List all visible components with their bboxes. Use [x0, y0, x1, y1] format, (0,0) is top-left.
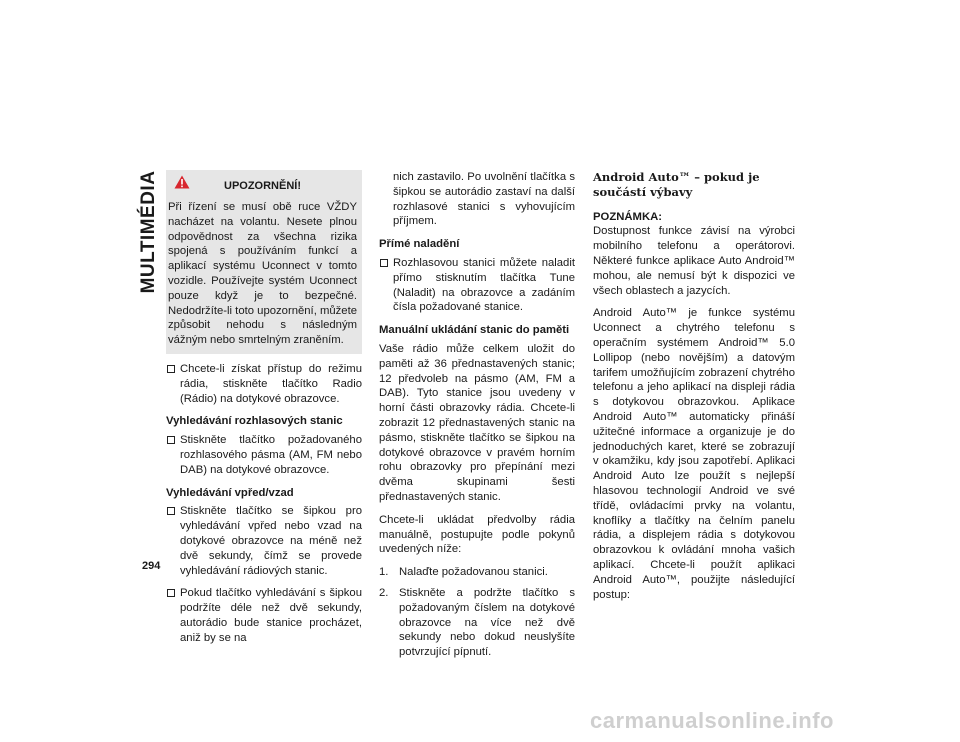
paragraph-howto: Chcete-li ukládat předvolby rádia manuálně, postupujte podle pokynů uvedených níže: [379, 513, 575, 556]
heading-direct-tune: Přímé naladění [379, 238, 460, 251]
numbered-step [379, 565, 575, 580]
continued-text: nich zastavilo. Po uvolnění tlačítka s šipkou se autorádio zastaví na další rozhlasové stanici s vyhovujícím příjmem. [393, 171, 575, 228]
list-item [166, 586, 362, 645]
step-text: Stiskněte a podržte tlačítko s požadovaným číslem na dotykové obrazovce na více než dvě sekundy nebo dokud neuslyšíte potvrzující pípnutí. [399, 586, 575, 659]
paragraph-memory: Vaše rádio může celkem uložit do paměti až 36 přednastavených stanic; 12 předvoleb na pásmo (AM, FM a DAB). Tyto stanice jsou uvedeny v horní části obrazovky rádia. Chcete-li zobrazit 12 přednastavených stanic na pásmo, stiskněte tlačítko se šipkou na dotykové obrazovce v pravém horním rohu obrazovky pro přepínání mezi dvěma skupinami šesti přednastavených stanic. [379, 342, 575, 503]
list-item-text: Stiskněte tlačítko se šipkou pro vyhledávání vpřed nebo vzad na dotykové obrazovce na méně než dvě sekundy, čímž se provede vyhledávání rádiových stanic. [180, 505, 362, 577]
warning-box [166, 170, 362, 354]
watermark-logo: carmanualsonline.info [590, 708, 834, 733]
note-text: Dostupnost funkce závisí na výrobci mobilního telefonu a operátorovi. Některé funkce aplikace Auto Android™ mohou, ale nemusí být k dispozici ve všech oblastech a jazycích. [593, 225, 795, 297]
page-number: 294 [142, 560, 161, 572]
column-3 [593, 170, 795, 610]
list-item-text: Stiskněte tlačítko požadovaného rozhlasového pásma (AM, FM nebo DAB) na dotykové obrazovce. [180, 434, 362, 476]
heading-radio-search: Vyhledávání rozhlasových stanic [166, 415, 343, 428]
checkbox-bullet-icon [167, 436, 175, 444]
step-text: Nalaďte požadovanou stanici. [399, 566, 548, 579]
list-item [166, 504, 362, 578]
list-item-text: Rozhlasovou stanici můžete naladit přímo stisknutím tlačítka Tune (Naladit) na obrazovce a zadáním čísla požadované stanice. [393, 256, 575, 314]
warning-title: UPOZORNĚNÍ! [224, 180, 301, 192]
warning-header [168, 170, 357, 200]
list-item-text: Pokud tlačítko vyhledávání s šipkou podržíte déle než dvě sekundy, autorádio bude stanice procházet, aniž by se na [180, 587, 362, 644]
list-item [379, 256, 575, 315]
step-number: 2. [379, 586, 389, 599]
list-item-text: Chcete-li získat přístup do režimu rádia, stiskněte tlačítko Radio (Rádio) na dotykové obrazovce. [180, 362, 362, 405]
section-side-tab [138, 172, 160, 292]
checkbox-bullet-icon [167, 365, 175, 373]
step-number: 1. [379, 566, 389, 579]
column-1 [166, 170, 362, 654]
section-title-android-auto: Android Auto™ – pokud je součástí výbavy [593, 170, 760, 199]
note-heading: POZNÁMKA: [593, 210, 663, 223]
list-item [166, 362, 362, 406]
column-2 [379, 170, 575, 666]
checkbox-bullet-icon [167, 589, 175, 597]
section-label: MULTIMÉDIA [138, 170, 159, 294]
warning-text: Při řízení se musí obě ruce VŽDY nacházet na volantu. Nesete plnou odpovědnost za všechna rizika spojená s používáním funkcí a aplikací systému Uconnect v tomto vozidle. Používejte systém Uconnect pouze když je to bezpečné. Nedodržíte-li toto upozornění, můžete způsobit nehodu s následným vážným nebo smrtelným zraněním. [168, 201, 358, 347]
numbered-step [379, 586, 575, 660]
list-item [166, 433, 362, 477]
heading-manual-presets: Manuální ukládání stanic do paměti [379, 324, 570, 337]
checkbox-bullet-icon [380, 259, 388, 267]
checkbox-bullet-icon [167, 507, 175, 515]
paragraph-android-auto: Android Auto™ je funkce systému Uconnect a chytrého telefonu s operačním systémem Android™ 5.0 Lollipop (nebo novějším) a datovým tarifem umožňujícím zobrazení chytrého telefonu a jeho aplikací na displeji rádia s dotykovou obrazovkou. Aplikace Android Auto™ automaticky přináší užitečné informace a organizuje je do jednoduchých karet, které se zobrazují v okamžiku, kdy jsou zapotřebí. Aplikaci Android Auto lze použít s nejlepší hlasovou technologií Android ve své třídě, ovládacími prvky na volantu, knoflíky a tlačítky na čelním panelu rádia, a displejem rádia s dotykovou obrazovkou k ovládání mnoha vašich aplikací. Chcete-li použít aplikaci Android Auto™, použijte následující postup: [593, 307, 795, 601]
heading-seek: Vyhledávání vpřed/vzad [166, 486, 294, 499]
